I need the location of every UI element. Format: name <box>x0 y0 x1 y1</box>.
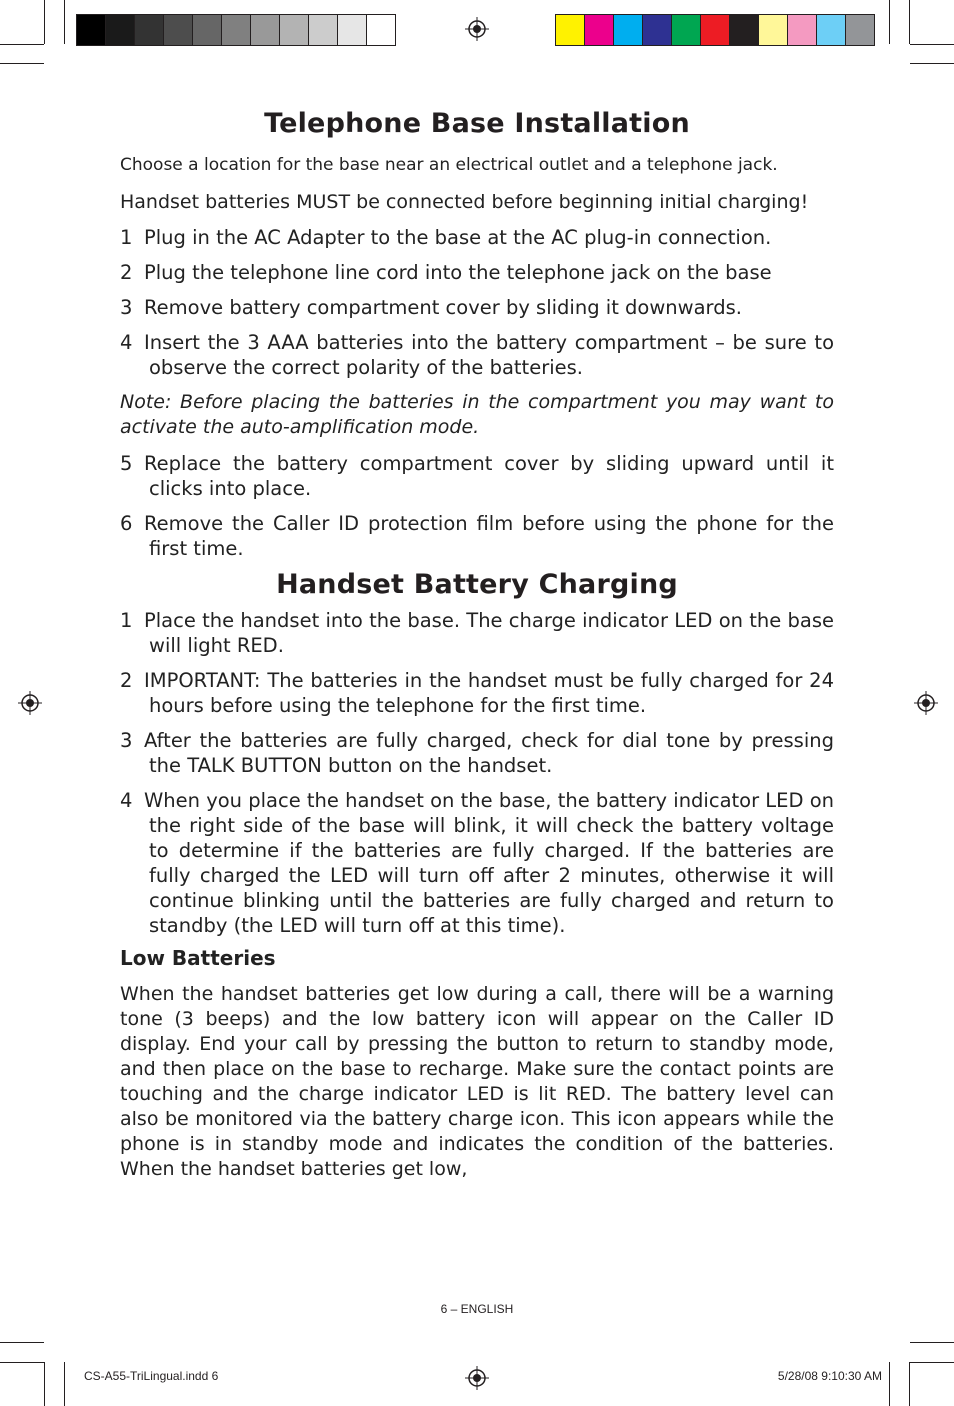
color-swatch <box>338 15 367 45</box>
color-swatch <box>817 15 846 45</box>
color-swatch <box>585 15 614 45</box>
crop-mark <box>64 1362 65 1406</box>
crop-mark <box>910 63 954 64</box>
charging-steps-list <box>120 608 834 938</box>
color-swatch <box>193 15 222 45</box>
crop-mark <box>910 1342 954 1343</box>
step-number: 5 <box>120 452 133 475</box>
slug-timestamp: 5/28/08 9:10:30 AM <box>777 1369 882 1383</box>
step-number: 4 <box>120 331 133 354</box>
color-swatch <box>614 15 643 45</box>
crop-mark <box>889 0 890 44</box>
step-text: Plug the telephone line cord into the telephone jack on the base <box>144 261 772 284</box>
battery-warning: Handset batteries MUST be connected before beginning initial charging! <box>120 191 809 213</box>
color-calibration-bar <box>555 14 875 46</box>
color-swatch <box>222 15 251 45</box>
installation-steps-list <box>120 225 834 380</box>
step-text: Remove the Caller ID protection film before using the phone for the first time. <box>144 512 834 560</box>
color-swatch <box>759 15 788 45</box>
list-item <box>120 225 834 250</box>
color-swatch <box>164 15 193 45</box>
list-item <box>120 668 834 718</box>
color-swatch <box>556 15 585 45</box>
list-item <box>120 728 834 778</box>
crop-mark <box>909 1362 910 1406</box>
list-item <box>120 260 834 285</box>
color-swatch <box>106 15 135 45</box>
color-swatch <box>367 15 395 45</box>
list-item <box>120 330 834 380</box>
list-item <box>120 451 834 501</box>
low-batteries-paragraph: When the handset batteries get low during a call, there will be a warning tone (3 beeps) and the low battery icon will appear on the Caller ID display. End your call by pressing the button to return to standby mode, and then place on the base to recharge. Make sure the contact points are touching and the charge indicator LED is lit RED. The battery level can also be monitored via the battery charge icon. This icon appears while the phone is in standby mode and indicates the condition of the batteries. When the handset batteries get low, <box>120 983 834 1180</box>
crop-mark <box>44 1362 45 1406</box>
step-number: 6 <box>120 512 133 535</box>
step-text: Plug in the AC Adapter to the base at the AC plug-in connection. <box>144 226 772 249</box>
registration-mark-icon <box>465 17 489 41</box>
color-swatch <box>672 15 701 45</box>
list-item <box>120 608 834 658</box>
step-number: 3 <box>120 729 133 752</box>
crop-mark <box>0 63 44 64</box>
color-swatch <box>846 15 874 45</box>
list-item <box>120 788 834 938</box>
step-number: 4 <box>120 789 133 812</box>
color-swatch <box>280 15 309 45</box>
registration-mark-icon <box>465 1366 489 1390</box>
step-number: 2 <box>120 669 133 692</box>
intro-paragraph: Choose a location for the base near an electrical outlet and a telephone jack. <box>120 155 778 175</box>
step-text: After the batteries are fully charged, check for dial tone by pressing the TALK BUTTON button on the handset. <box>144 729 834 777</box>
step-number: 1 <box>120 609 133 632</box>
installation-steps-list-continued <box>120 451 834 561</box>
step-text: Replace the battery compartment cover by sliding upward until it clicks into place. <box>144 452 834 500</box>
low-batteries-heading: Low Batteries <box>120 946 276 970</box>
grayscale-calibration-bar <box>76 14 396 46</box>
section-title-base-installation: Telephone Base Installation <box>264 108 690 139</box>
list-item <box>120 511 834 561</box>
slug-filename: CS-A55-TriLingual.indd 6 <box>84 1369 219 1383</box>
crop-mark <box>889 1362 890 1406</box>
color-swatch <box>701 15 730 45</box>
crop-mark <box>910 1362 954 1363</box>
registration-mark-icon <box>18 691 42 715</box>
color-swatch <box>135 15 164 45</box>
color-swatch <box>309 15 338 45</box>
step-text: IMPORTANT: The batteries in the handset must be fully charged for 24 hours before using the telephone for the first time. <box>144 669 834 717</box>
crop-mark <box>0 1342 44 1343</box>
step-text: Place the handset into the base. The charge indicator LED on the base will light RED. <box>144 609 834 657</box>
crop-mark <box>0 1362 44 1363</box>
step-text: Insert the 3 AAA batteries into the battery compartment – be sure to observe the correct polarity of the batteries. <box>144 331 834 379</box>
registration-mark-icon <box>914 691 938 715</box>
color-swatch <box>77 15 106 45</box>
color-swatch <box>730 15 759 45</box>
crop-mark <box>0 44 44 45</box>
page-content <box>120 108 834 1182</box>
step-number: 2 <box>120 261 133 284</box>
page-number: 6 – ENGLISH <box>440 1302 514 1316</box>
step-number: 1 <box>120 226 133 249</box>
step-number: 3 <box>120 296 133 319</box>
step-text: When you place the handset on the base, the battery indicator LED on the right side of the base will blink, it will check the battery voltage to determine if the batteries are fully charged. If the batteries are fully charged the LED will turn off after 2 minutes, otherwise it will continue blinking until the batteries are fully charged and return to standby (the LED will turn off at this time). <box>144 789 834 937</box>
step-text: Remove battery compartment cover by sliding it downwards. <box>144 296 742 319</box>
color-swatch <box>643 15 672 45</box>
crop-mark <box>909 0 910 44</box>
section-title-battery-charging: Handset Battery Charging <box>276 569 678 600</box>
crop-mark <box>64 0 65 44</box>
list-item <box>120 295 834 320</box>
color-swatch <box>788 15 817 45</box>
crop-mark <box>44 0 45 44</box>
amplification-note: Note: Before placing the batteries in the compartment you may want to activate the auto-amplification mode. <box>120 391 834 438</box>
color-swatch <box>251 15 280 45</box>
crop-mark <box>910 44 954 45</box>
